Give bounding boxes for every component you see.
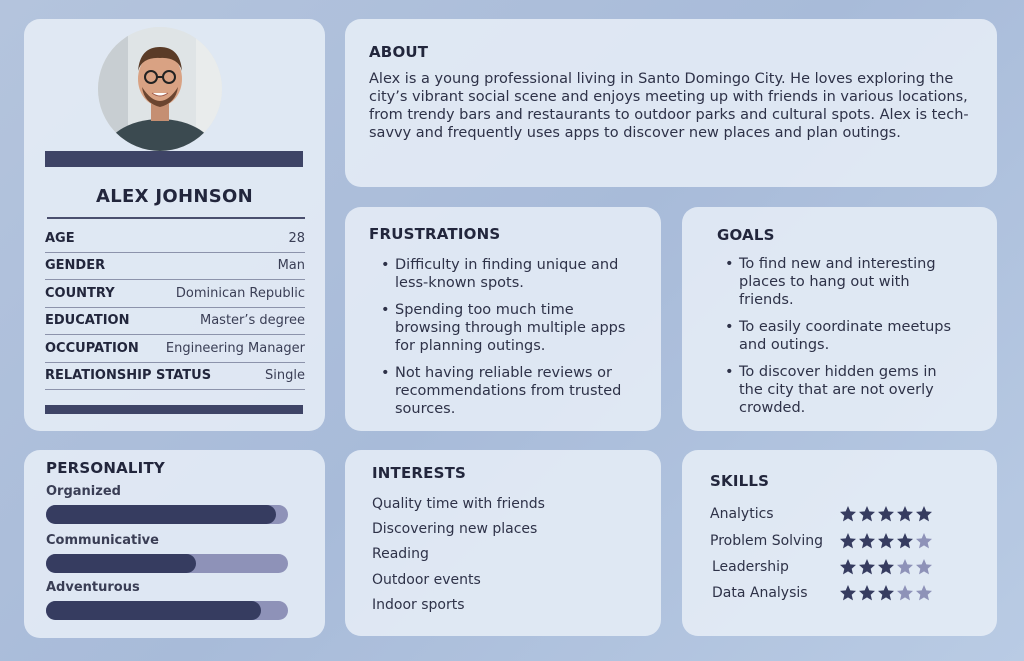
about-card: [345, 19, 997, 187]
star-filled-icon: [877, 505, 895, 523]
star-filled-icon: [858, 584, 876, 602]
trait-adventurous: [46, 580, 288, 620]
name-bar: [45, 151, 303, 167]
trait-fill: [46, 505, 276, 524]
info-row: [45, 335, 305, 363]
info-row: [45, 225, 305, 253]
info-label: GENDER: [45, 258, 106, 274]
info-row: [45, 253, 305, 281]
list-item: • Not having reliable reviews or recommendations from trusted sources.: [377, 364, 627, 418]
skills-heading: SKILLS: [710, 472, 770, 490]
star-empty-icon: [915, 558, 933, 576]
frustrations-list: [377, 256, 627, 427]
list-item: • To discover hidden gems in the city that are not overly crowded.: [721, 363, 961, 417]
list-item: • To find new and interesting places to hang out with friends.: [721, 255, 961, 309]
trait-label: Adventurous: [46, 580, 140, 595]
info-value: 28: [288, 230, 305, 246]
star-filled-icon: [877, 584, 895, 602]
trait-label: Organized: [46, 484, 121, 499]
star-rating: [839, 505, 933, 523]
persona-name: ALEX JOHNSON: [96, 186, 253, 207]
skill-name: Data Analysis: [712, 585, 808, 601]
info-value: Engineering Manager: [165, 340, 305, 356]
goals-heading: GOALS: [717, 226, 775, 244]
star-filled-icon: [896, 505, 914, 523]
about-heading: ABOUT: [369, 43, 429, 61]
star-filled-icon: [858, 558, 876, 576]
star-filled-icon: [858, 505, 876, 523]
skill-name: Analytics: [710, 506, 774, 522]
info-value: Man: [277, 258, 305, 274]
trait-communicative: [46, 533, 288, 573]
star-rating: [839, 584, 933, 602]
goals-list: [721, 255, 961, 426]
frustrations-heading: FRUSTRATIONS: [369, 225, 501, 243]
list-item: • Spending too much time browsing through multiple apps for planning outings.: [377, 301, 627, 355]
star-filled-icon: [896, 532, 914, 550]
star-filled-icon: [839, 532, 857, 550]
frustrations-card: [345, 207, 661, 431]
divider: [47, 217, 305, 219]
info-label: AGE: [45, 230, 75, 246]
star-filled-icon: [839, 558, 857, 576]
avatar: [98, 27, 222, 151]
trait-organized: [46, 484, 288, 524]
skill-row: [710, 530, 960, 552]
star-filled-icon: [858, 532, 876, 550]
personality-heading: PERSONALITY: [46, 459, 165, 477]
info-row: [45, 308, 305, 336]
star-empty-icon: [915, 532, 933, 550]
info-value: Dominican Republic: [175, 285, 305, 301]
list-item: Discovering new places: [372, 521, 538, 538]
star-filled-icon: [839, 584, 857, 602]
profile-card: [24, 19, 325, 431]
trait-track: [46, 554, 288, 573]
list-item: Indoor sports: [372, 596, 465, 613]
info-row: [45, 280, 305, 308]
interests-card: [345, 450, 661, 636]
info-label: EDUCATION: [45, 313, 130, 329]
interests-heading: INTERESTS: [372, 464, 467, 482]
personality-card: [24, 450, 325, 638]
interests-list: [372, 495, 545, 621]
list-item: Quality time with friends: [372, 496, 545, 512]
info-label: RELATIONSHIP STATUS: [45, 368, 212, 384]
list-item: • To easily coordinate meetups and outings.: [721, 318, 961, 354]
star-empty-icon: [915, 584, 933, 602]
star-filled-icon: [839, 505, 857, 523]
skills-card: [682, 450, 997, 636]
list-item: • Difficulty in finding unique and less-known spots.: [377, 256, 627, 292]
skill-name: Problem Solving: [710, 533, 823, 549]
skill-name: Leadership: [712, 559, 789, 575]
info-table: [45, 225, 305, 390]
star-rating: [839, 532, 933, 550]
trait-track: [46, 601, 288, 620]
info-label: COUNTRY: [45, 285, 115, 301]
trait-fill: [46, 601, 261, 620]
star-empty-icon: [896, 558, 914, 576]
list-item: Reading: [372, 546, 429, 563]
skill-row: [710, 582, 960, 604]
footer-bar: [45, 405, 303, 414]
star-rating: [839, 558, 933, 576]
star-filled-icon: [877, 558, 895, 576]
about-text: Alex is a young professional living in Santo Domingo City. He loves exploring the city’s vibrant social scene and enjoys meeting up with friends in various locations, from trendy bars and restaurants to outdoor parks and cultural spots. Alex is tech-savvy and frequently uses apps to discover new places and plan outings.: [369, 71, 969, 141]
skill-row: [710, 503, 960, 525]
list-item: Outdoor events: [372, 571, 481, 588]
trait-label: Communicative: [46, 533, 159, 548]
trait-track: [46, 505, 288, 524]
skill-row: [710, 556, 960, 578]
star-filled-icon: [877, 532, 895, 550]
star-filled-icon: [915, 505, 933, 523]
trait-fill: [46, 554, 196, 573]
goals-card: [682, 207, 997, 431]
info-value: Single: [265, 368, 305, 384]
info-label: OCCUPATION: [45, 340, 139, 356]
info-row: [45, 363, 305, 391]
info-value: Master’s degree: [200, 313, 305, 329]
star-empty-icon: [896, 584, 914, 602]
